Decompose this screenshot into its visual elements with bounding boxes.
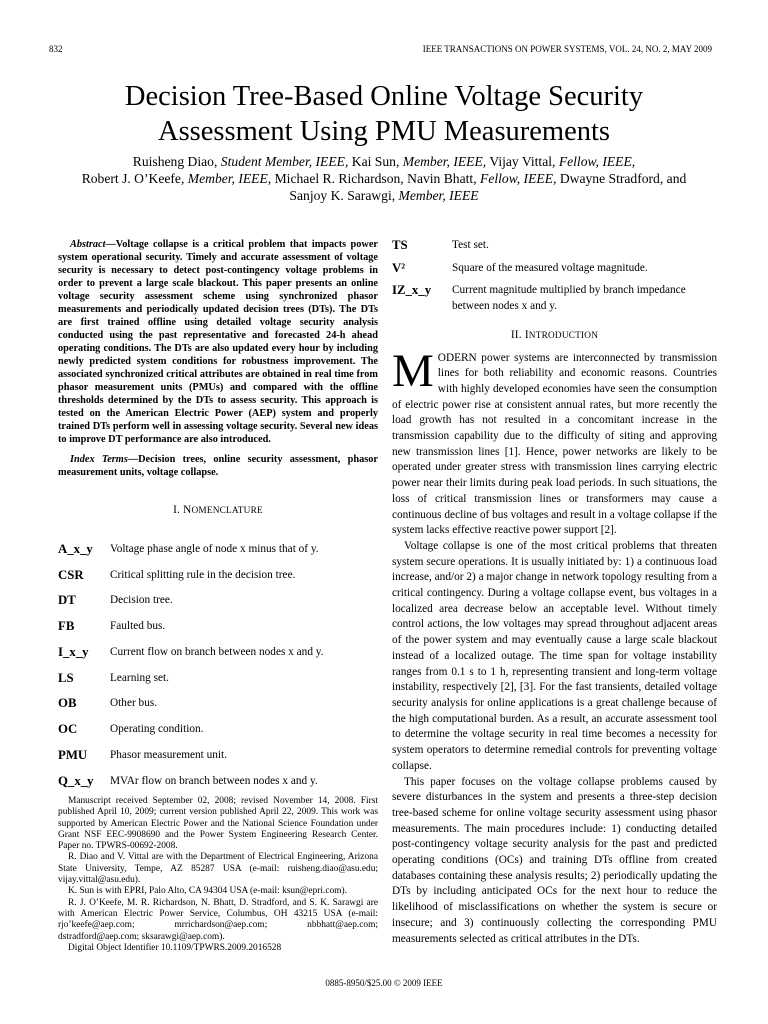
nomenclature-list-continued <box>392 238 717 315</box>
intro-paragraph-2: Voltage collapse is one of the most critical problems that threaten system secure operations. It is usually initiated by: 1) a continuous load increase, and/or 2) a major change in network topology resulting from a critical contingency. During a voltage collapse event, bus voltages in a localized area decrease below an acceptable level. Without timely control actions, the low voltages may spread throughout adjacent areas of the power system and may eventually cause a large scale blackout instead of a localized outage. The time span for voltage instability ranges from 0.1 s to 1 h, representing transient and long-term voltage instability, respectively [2], [3]. For the fast transients, detailed voltage security analysis for online applications is a great challenge because of the high computational burden. As a result, an accurate assessment tool to determine the voltage security in real time becomes a necessity for system operators to determine remedial controls for preventing voltage collapse. <box>392 539 717 772</box>
footnote-affiliation: R. J. O’Keefe, M. R. Richardson, N. Bhatt, D. Stradford, and S. K. Sarawgi are with American Electric Power Service, Columbus, OH 43215 USA (e-mail: rjo’keefe@aep.com; mrrichardson@aep.com; nbbhatt@aep.com; dstradford@aep.com; sksarawgi@aep.com). <box>58 897 378 942</box>
author-role: Fellow, IEEE, <box>480 171 557 186</box>
footnote-doi: Digital Object Identifier 10.1109/TPWRS.2009.2016528 <box>68 942 282 953</box>
page-number: 832 <box>49 44 63 54</box>
nomenclature-item: OB Other bus. <box>58 696 158 711</box>
abstract-lead: Abstract <box>70 239 106 250</box>
abstract-text: —Voltage collapse is a critical problem that impacts power system operational security. Timely and accurate assessment of voltage security is necessary to detect post-contingency voltage problems in order to prevent a large scale blackout. This paper presents an online voltage security assessment scheme using synchronized phasor measurements and periodically updated decision trees (DTs). The DTs are first trained offline using detailed voltage security analysis conducted using the past representative and forecasted 24-h ahead operating conditions. The DTs are also updated every hour by including newly predicted system conditions for robustness improvement. The associated synchronized critical attributes are obtained in real time from phasor measurement units (PMUs) and compared with the offline thresholds determined by the DTs to assess security. This approach is tested on the American Electric Power (AEP) system and properly trained DTs perform well in assessing voltage security. Several new ideas to improve DT performance are also introduced. <box>58 239 378 445</box>
author-line-2 <box>40 170 728 187</box>
author-line-1 <box>40 153 728 170</box>
footnotes <box>58 796 378 954</box>
left-column <box>58 238 378 800</box>
nomenclature-item: FB Faulted bus. <box>58 619 166 634</box>
nomenclature-list <box>58 542 378 800</box>
author-role: Fellow, IEEE, <box>558 154 636 169</box>
abstract <box>58 238 378 446</box>
author-name: Robert J. O’Keefe, <box>81 171 185 186</box>
author-role: Member, IEEE <box>398 188 479 203</box>
author-conjunction: and <box>666 171 687 186</box>
footnote-affiliation: K. Sun is with EPRI, Palo Alto, CA 94304 USA (e-mail: ksun@epri.com). <box>68 886 347 897</box>
journal-header: IEEE TRANSACTIONS ON POWER SYSTEMS, VOL. 24, NO. 2, MAY 2009 <box>422 44 712 54</box>
section-heading-nomenclature: I. NOMENCLATURE <box>173 504 263 516</box>
paper-title <box>40 79 728 149</box>
nomenclature-item: I_x_y Current flow on branch between nodes x and y. <box>58 644 324 659</box>
nomenclature-item: CSR Critical splitting rule in the decision tree. <box>58 567 296 582</box>
introduction-body <box>392 344 718 948</box>
index-terms-lead: Index Terms <box>70 454 128 465</box>
author-name: Vijay Vittal, <box>489 154 556 169</box>
nomenclature-item: OC Operating condition. <box>58 722 204 737</box>
author-role: Member, IEEE, <box>187 171 272 186</box>
drop-cap: M <box>392 344 434 397</box>
intro-paragraph-1: MODERN power systems are interconnected by transmission lines for both reliability and economic reasons. Countries with highly developed economies have seen the consumption of electric power rise at consistent annual rates, but more recently the load growth has not resulted in a concomitant increase in the transmission capability due to the difficulty of siting and approving new transmission lines [1]. Hence, power networks are likely to be operated under greater stress with transmission lines carrying electric power near their limits during peak load periods. In such situations, the loss of critical transmission lines or transformers may cause a continuous decline of bus voltages and result in a voltage collapse if the system lacks effective reactive power support [2]. <box>392 344 718 537</box>
index-terms <box>58 453 378 479</box>
footnote-affiliation: R. Diao and V. Vittal are with the Department of Electrical Engineering, Arizona State University, Tempe, AZ 85287 USA (e-mail: ruisheng.diao@asu.edu; vijay.vittal@asu.edu). <box>58 852 378 886</box>
nomenclature-item: Q_x_y MVAr flow on branch between nodes x and y. <box>58 773 318 788</box>
nomenclature-item: V² Square of the measured voltage magnitude. <box>392 260 648 275</box>
nomenclature-item: IZ_x_y Current magnitude multiplied by branch impedance between nodes x and y. <box>392 283 686 313</box>
nomenclature-item: PMU Phasor measurement unit. <box>58 748 228 763</box>
index-terms-text: —Decision trees, online security assessment, phasor measurement units, voltage collapse. <box>58 454 378 478</box>
copyright-footer: 0885-8950/$25.00 © 2009 IEEE <box>325 978 443 988</box>
title-line-1: Decision Tree-Based Online Voltage Security <box>124 81 644 112</box>
footnote-manuscript: Manuscript received September 02, 2008; revised November 14, 2008. First published April 10, 2009; current version published April 22, 2009. This work was supported by American Electric Power and the National Science Foundation under Grant NSF EEC-9908690 and the Power System Engineering Research Center. Paper no. TPWRS-00692-2008. <box>58 796 378 852</box>
nomenclature-item: LS Learning set. <box>58 670 169 685</box>
author-line-3 <box>40 187 728 204</box>
nomenclature-item: DT Decision tree. <box>58 593 173 608</box>
nomenclature-item: TS Test set. <box>392 238 489 252</box>
author-role: Student Member, IEEE, <box>220 154 349 169</box>
right-column <box>392 238 717 947</box>
author-list <box>40 153 728 204</box>
author-name: Navin Bhatt, <box>407 171 477 186</box>
author-name: Kai Sun, <box>351 154 400 169</box>
author-name: Sanjoy K. Sarawgi, <box>289 188 396 203</box>
author-name: Dwayne Stradford, <box>559 171 664 186</box>
intro-paragraph-3: This paper focuses on the voltage collapse problems caused by severe disturbances in the system and presents a three-step decision tree-based scheme for online voltage security assessment using phasor measurements. The main procedures include: 1) conducting detailed post-contingency voltage security analysis for the past and predicted operating conditions (OCs) and training DTs offline from created databases containing these analysis results; 2) periodically updating the DTs by including anticipated OCs for the next hour to reduce the likelihood of misclassifications on whether the system is secure or insecure; and 3) continuously collecting the corresponding PMU measurements selected as critical attributes in the DTs. <box>392 775 717 945</box>
author-name: Ruisheng Diao, <box>132 154 218 169</box>
section-heading-introduction: II. INTRODUCTION <box>510 328 599 341</box>
nomenclature-item: A_x_y Voltage phase angle of node x minus that of y. <box>58 541 319 556</box>
author-role: Member, IEEE, <box>402 154 487 169</box>
title-line-2: Assessment Using PMU Measurements <box>157 116 611 147</box>
author-name: Michael R. Richardson, <box>274 171 404 186</box>
